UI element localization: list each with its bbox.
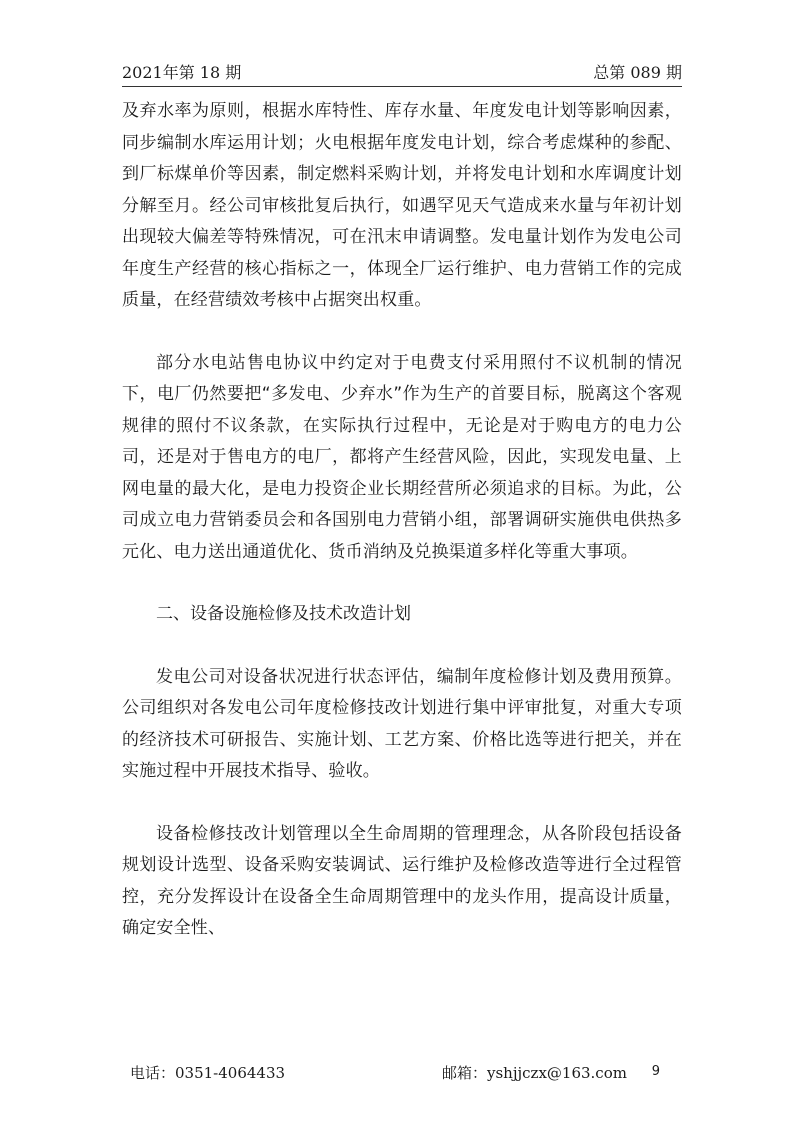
contact-email: 邮箱：yshjjczx@163.com [442,1064,627,1082]
issue-number: 2021年第 18 期 [122,63,242,82]
paragraph-lifecycle-management: 设备检修技改计划管理以全生命周期的管理理念，从各阶段包括设备规划设计选型、设备采购安装调试、运行维护及检修改造等进行全过程管控，充分发挥设计在设备全生命周期管理中的龙头作用，提高设计质量，确定安全性、 [122,823,682,938]
contact-phone: 电话：0351-4064433 [130,1064,286,1082]
total-issue-number: 总第 089 期 [593,63,682,82]
section-heading-maintenance: 二、设备设施检修及技术改造计划 [156,604,411,624]
paragraph-continued: 及弃水率为原则，根据水库特性、库存水量、年度发电计划等影响因素，同步编制水库运用计划；火电根据年度发电计划，综合考虑煤种的参配、到厂标煤单价等因素，制定燃料采购计划，并将发电计划和水库调度计划分解至月。经公司审核批复后执行，如遇罕见天气造成来水量与年初计划出现较大偏差等特殊情况，可在汛末申请调整。发电量计划作为发电公司年度生产经营的核心指标之一，体现全厂运行维护、电力营销工作的完成质量，在经营绩效考核中占据突出权重。 [122,101,682,310]
page-header [122,58,682,87]
paragraph-power-sales: 部分水电站售电协议中约定对于电费支付采用照付不议机制的情况下，电厂仍然要把“多发电、少弃水”作为生产的首要目标，脱离这个客观规律的照付不议条款，在实际执行过程中，无论是对于购电方的电力公司，还是对于售电方的电厂，都将产生经营风险，因此，实现发电量、上网电量的最大化，是电力投资企业长期经营所必须追求的目标。为此，公司成立电力营销委员会和各国别电力营销小组，部署调研实施供电供热多元化、电力送出通道优化、货币消纳及兑换渠道多样化等重大事项。 [122,352,682,562]
document-body [122,96,682,945]
page-footer [130,1062,660,1086]
page-number: 9 [651,1064,660,1079]
paragraph-maintenance-plan: 发电公司对设备状况进行状态评估，编制年度检修计划及费用预算。公司组织对各发电公司年度检修技改计划进行集中评审批复，对重大专项的经济技术可研报告、实施计划、工艺方案、价格比选等进行把关，并在实施过程中开展技术指导、验收。 [122,666,682,781]
